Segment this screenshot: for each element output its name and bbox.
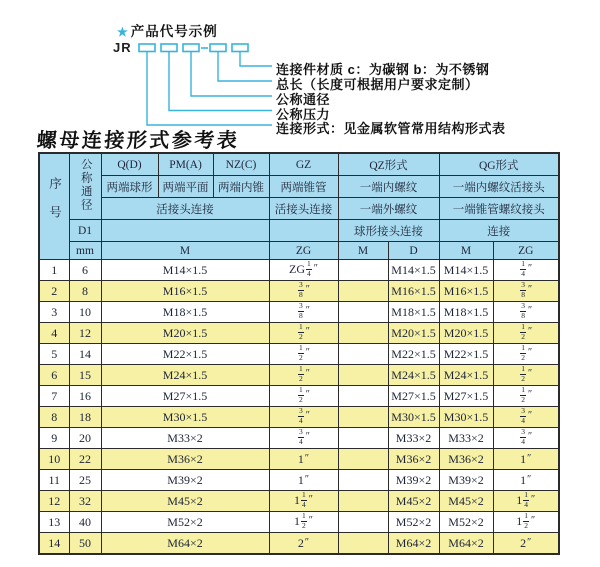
table-row bbox=[39, 491, 559, 512]
cell-m: M39×2 bbox=[101, 470, 269, 491]
cell-seq: 14 bbox=[39, 533, 69, 555]
header-col-gz: GZ bbox=[269, 153, 338, 176]
cell-qz-d: M16×1.5 bbox=[388, 281, 439, 302]
table-row bbox=[39, 302, 559, 323]
inch-mark: ″ bbox=[528, 430, 533, 442]
cell-dn: 32 bbox=[69, 491, 101, 512]
inch-mark: ″ bbox=[308, 493, 313, 505]
star-icon: ★ bbox=[117, 25, 129, 39]
cell-qg-zg bbox=[493, 302, 559, 323]
cell-qz-m bbox=[338, 260, 388, 281]
inch-mark: ″ bbox=[528, 262, 533, 274]
cell-m: M52×2 bbox=[101, 512, 269, 533]
fraction: $\frac{1}{2}$ bbox=[521, 322, 526, 341]
fraction: $\frac{3}{4}$ bbox=[299, 427, 303, 446]
cell-dn: 40 bbox=[69, 512, 101, 533]
inch-mark: ″ bbox=[304, 536, 310, 548]
header-sub-qz: 一端内螺纹 bbox=[338, 176, 439, 198]
cell-zg bbox=[269, 365, 338, 386]
table-body bbox=[39, 260, 559, 555]
inch-mark: ″ bbox=[528, 367, 533, 379]
inch-mark: ″ bbox=[305, 283, 310, 295]
fraction: $\frac{1}{2}$ bbox=[524, 511, 529, 530]
cell-m: M30×1.5 bbox=[101, 407, 269, 428]
cell-qz-d: M27×1.5 bbox=[388, 386, 439, 407]
inch-mark: ″ bbox=[531, 514, 536, 526]
page-title: 螺母连接形式参考表 bbox=[36, 130, 241, 152]
cell-qz-d: M18×1.5 bbox=[388, 302, 439, 323]
cell-qz-d: M64×2 bbox=[388, 533, 439, 555]
table-row bbox=[39, 365, 559, 386]
header-row3-qz: 一端外螺纹 bbox=[338, 198, 439, 220]
fraction: $\frac{3}{4}$ bbox=[521, 406, 526, 425]
cell-qz-d: M52×2 bbox=[388, 512, 439, 533]
cell-seq: 2 bbox=[39, 281, 69, 302]
fraction: $\frac{1}{2}$ bbox=[299, 364, 303, 383]
header-unit-zg: ZG bbox=[269, 242, 338, 260]
table-row bbox=[39, 260, 559, 281]
cell-seq: 6 bbox=[39, 365, 69, 386]
cell-qg-m: M24×1.5 bbox=[439, 365, 493, 386]
header-col-q: Q(D) bbox=[101, 153, 158, 176]
cell-qz-m bbox=[338, 302, 388, 323]
fraction: $\frac{3}{4}$ bbox=[521, 427, 526, 446]
fraction: $\frac{3}{8}$ bbox=[299, 301, 303, 320]
header-d1: D1 bbox=[69, 220, 101, 242]
cell-dn: 8 bbox=[69, 281, 101, 302]
cell-qz-d: M39×2 bbox=[388, 470, 439, 491]
inch-mark: ″ bbox=[305, 430, 310, 442]
cell-seq: 13 bbox=[39, 512, 69, 533]
code-box-5 bbox=[232, 44, 248, 52]
inch-mark: ″ bbox=[305, 304, 310, 316]
cell-qg-m: M33×2 bbox=[439, 428, 493, 449]
cell-seq: 1 bbox=[39, 260, 69, 281]
header-mm: mm bbox=[69, 242, 101, 260]
header-row4-empty-gz bbox=[269, 220, 338, 242]
cell-m: M64×2 bbox=[101, 533, 269, 555]
cell-qg-m: M20×1.5 bbox=[439, 323, 493, 344]
cell-dn: 25 bbox=[69, 470, 101, 491]
cell-dn: 22 bbox=[69, 449, 101, 470]
cell-qz-d: M30×1.5 bbox=[388, 407, 439, 428]
cell-qz-d: M45×2 bbox=[388, 491, 439, 512]
fraction: $\frac{1}{2}$ bbox=[299, 385, 303, 404]
table-row bbox=[39, 407, 559, 428]
header-sub-gz: 两端锥管 bbox=[269, 176, 338, 198]
code-box-1 bbox=[139, 44, 155, 52]
cell-qg-zg bbox=[493, 323, 559, 344]
cell-zg bbox=[269, 386, 338, 407]
cell-qz-d: M22×1.5 bbox=[388, 344, 439, 365]
cell-zg bbox=[269, 302, 338, 323]
cell-m: M45×2 bbox=[101, 491, 269, 512]
table-row bbox=[39, 323, 559, 344]
fraction: $\frac{1}{2}$ bbox=[521, 343, 526, 362]
cell-seq: 5 bbox=[39, 344, 69, 365]
cell-seq: 11 bbox=[39, 470, 69, 491]
inch-mark: ″ bbox=[528, 346, 533, 358]
header-sub-pm: 两端平面 bbox=[158, 176, 213, 198]
cell-qg-m: M39×2 bbox=[439, 470, 493, 491]
cell-zg: ZG $\frac{1}{4}$ ″ bbox=[269, 260, 338, 281]
table-row bbox=[39, 428, 559, 449]
diagram-heading-text: 产品代号示例 bbox=[130, 24, 218, 39]
code-box-2 bbox=[161, 44, 177, 52]
cell-qz-m bbox=[338, 407, 388, 428]
cell-qg-zg bbox=[493, 260, 559, 281]
cell-seq: 7 bbox=[39, 386, 69, 407]
fraction: $\frac{1}{4}$ bbox=[307, 259, 311, 278]
cell-qg-m: M36×2 bbox=[439, 449, 493, 470]
cell-dn: 15 bbox=[69, 365, 101, 386]
cell-zg: 1″ bbox=[269, 449, 338, 470]
code-label-diameter: 公称通径 bbox=[276, 92, 331, 107]
cell-qg-m: M30×1.5 bbox=[439, 407, 493, 428]
header-unit-qg-zg: ZG bbox=[493, 242, 559, 260]
header-sub-nz: 两端内锥 bbox=[213, 176, 269, 198]
inch-mark: ″ bbox=[531, 493, 536, 505]
cell-qz-d: M14×1.5 bbox=[388, 260, 439, 281]
cell-m: M33×2 bbox=[101, 428, 269, 449]
fraction: $\frac{1}{2}$ bbox=[302, 511, 306, 530]
cell-qg-m: M52×2 bbox=[439, 512, 493, 533]
fraction: $\frac{1}{2}$ bbox=[521, 385, 526, 404]
inch-mark: ″ bbox=[528, 409, 533, 421]
cell-dn: 10 bbox=[69, 302, 101, 323]
connector-line-5 bbox=[240, 52, 272, 67]
cell-zg bbox=[269, 428, 338, 449]
table-row bbox=[39, 512, 559, 533]
cell-qg-m: M22×1.5 bbox=[439, 344, 493, 365]
header-col-nz: NZ(C) bbox=[213, 153, 269, 176]
cell-m: M16×1.5 bbox=[101, 281, 269, 302]
inch-mark: ″ bbox=[527, 473, 532, 485]
cell-qz-m bbox=[338, 281, 388, 302]
cell-qg-zg bbox=[493, 365, 559, 386]
fraction: $\frac{3}{8}$ bbox=[521, 280, 526, 299]
cell-qg-m: M14×1.5 bbox=[439, 260, 493, 281]
cell-dn: 6 bbox=[69, 260, 101, 281]
fraction: $\frac{3}{4}$ bbox=[299, 406, 303, 425]
cell-zg bbox=[269, 281, 338, 302]
cell-qz-m bbox=[338, 533, 388, 555]
header-row3-gz: 活接头连接 bbox=[269, 198, 338, 220]
inch-mark: ″ bbox=[313, 262, 318, 274]
header-row4-empty-left bbox=[101, 220, 269, 242]
cell-zg: 1 $\frac{1}{2}$ ″ bbox=[269, 512, 338, 533]
cell-qg-zg: 1 $\frac{1}{4}$ ″ bbox=[493, 491, 559, 512]
cell-m: M24×1.5 bbox=[101, 365, 269, 386]
cell-seq: 9 bbox=[39, 428, 69, 449]
cell-dn: 14 bbox=[69, 344, 101, 365]
cell-dn: 16 bbox=[69, 386, 101, 407]
table-row bbox=[39, 449, 559, 470]
table-row bbox=[39, 344, 559, 365]
code-box-3 bbox=[183, 44, 199, 52]
header-row4-qz: 球形接头连接 bbox=[338, 220, 439, 242]
cell-qg-zg bbox=[493, 386, 559, 407]
connector-line-1 bbox=[147, 52, 272, 126]
inch-mark: ″ bbox=[304, 452, 310, 464]
cell-qg-m: M45×2 bbox=[439, 491, 493, 512]
fraction: $\frac{3}{8}$ bbox=[299, 280, 303, 299]
cell-qz-m bbox=[338, 428, 388, 449]
cell-dn: 18 bbox=[69, 407, 101, 428]
cell-zg bbox=[269, 323, 338, 344]
cell-m: M14×1.5 bbox=[101, 260, 269, 281]
fraction: $\frac{3}{8}$ bbox=[521, 301, 526, 320]
inch-mark: ″ bbox=[305, 325, 310, 337]
cell-qg-zg: 1″ bbox=[493, 449, 559, 470]
inch-mark: ″ bbox=[528, 325, 533, 337]
cell-seq: 10 bbox=[39, 449, 69, 470]
cell-zg: 2″ bbox=[269, 533, 338, 555]
cell-m: M20×1.5 bbox=[101, 323, 269, 344]
cell-seq: 8 bbox=[39, 407, 69, 428]
cell-m: M18×1.5 bbox=[101, 302, 269, 323]
code-label-material: 连接件材质 c：为碳钢 b：为不锈钢 bbox=[276, 62, 490, 77]
inch-mark: ″ bbox=[527, 536, 532, 548]
fraction: $\frac{1}{2}$ bbox=[299, 322, 303, 341]
cell-qg-m: M27×1.5 bbox=[439, 386, 493, 407]
cell-qz-m bbox=[338, 386, 388, 407]
table-row bbox=[39, 386, 559, 407]
fraction: $\frac{1}{4}$ bbox=[302, 490, 306, 509]
code-label-form: 连接形式：见金属软管常用结构形式表 bbox=[276, 121, 506, 136]
cell-qz-d: M24×1.5 bbox=[388, 365, 439, 386]
cell-qg-zg bbox=[493, 344, 559, 365]
table-row bbox=[39, 470, 559, 491]
inch-mark: ″ bbox=[304, 473, 310, 485]
cell-zg: 1″ bbox=[269, 470, 338, 491]
cell-zg bbox=[269, 344, 338, 365]
cell-qg-m: M64×2 bbox=[439, 533, 493, 555]
header-unit-qz-m: M bbox=[338, 242, 388, 260]
header-row3-qpmnz: 活接头连接 bbox=[101, 198, 269, 220]
cell-dn: 50 bbox=[69, 533, 101, 555]
header-unit-qg-m: M bbox=[439, 242, 493, 260]
cell-qg-zg: 2″ bbox=[493, 533, 559, 555]
cell-zg: 1 $\frac{1}{4}$ ″ bbox=[269, 491, 338, 512]
cell-qz-m bbox=[338, 470, 388, 491]
product-code-prefix: JR bbox=[113, 40, 132, 55]
header-sub-q: 两端球形 bbox=[101, 176, 158, 198]
cell-seq: 4 bbox=[39, 323, 69, 344]
header-col-qz: QZ形式 bbox=[338, 153, 439, 176]
cell-qg-m: M18×1.5 bbox=[439, 302, 493, 323]
cell-dn: 20 bbox=[69, 428, 101, 449]
inch-mark: ″ bbox=[528, 283, 533, 295]
fraction: $\frac{1}{4}$ bbox=[524, 490, 529, 509]
inch-mark: ″ bbox=[527, 452, 532, 464]
cell-qg-zg bbox=[493, 428, 559, 449]
code-label-length: 总长（长度可根据用户要求定制） bbox=[276, 77, 479, 92]
cell-dn: 12 bbox=[69, 323, 101, 344]
cell-qz-m bbox=[338, 323, 388, 344]
cell-qz-m bbox=[338, 344, 388, 365]
inch-mark: ″ bbox=[305, 346, 310, 358]
cell-qg-m: M16×1.5 bbox=[439, 281, 493, 302]
cell-m: M36×2 bbox=[101, 449, 269, 470]
cell-seq: 12 bbox=[39, 491, 69, 512]
cell-qz-m bbox=[338, 365, 388, 386]
cell-m: M22×1.5 bbox=[101, 344, 269, 365]
code-box-4 bbox=[210, 44, 226, 52]
cell-qz-d: M33×2 bbox=[388, 428, 439, 449]
inch-mark: ″ bbox=[305, 409, 310, 421]
header-row4-qg: 连接 bbox=[439, 220, 559, 242]
table-row bbox=[39, 281, 559, 302]
nut-connection-table bbox=[38, 152, 560, 555]
cell-qg-zg: 1 $\frac{1}{2}$ ″ bbox=[493, 512, 559, 533]
header-sub-qg: 一端内螺纹活接头 bbox=[439, 176, 559, 198]
connector-line-3 bbox=[191, 52, 272, 97]
cell-qz-d: M36×2 bbox=[388, 449, 439, 470]
cell-qg-zg bbox=[493, 407, 559, 428]
cell-m: M27×1.5 bbox=[101, 386, 269, 407]
cell-qg-zg bbox=[493, 281, 559, 302]
cell-qz-m bbox=[338, 491, 388, 512]
inch-mark: ″ bbox=[305, 367, 310, 379]
inch-mark: ″ bbox=[308, 514, 313, 526]
header-dn: 公称通径 bbox=[69, 153, 101, 220]
inch-mark: ″ bbox=[305, 388, 310, 400]
cell-qz-m bbox=[338, 512, 388, 533]
header-row3-qg: 一端锥管螺纹接头 bbox=[439, 198, 559, 220]
table-row bbox=[39, 533, 559, 555]
cell-qz-m bbox=[338, 449, 388, 470]
inch-mark: ″ bbox=[528, 388, 533, 400]
header-unit-m: M bbox=[101, 242, 269, 260]
header-unit-qz-d: D bbox=[388, 242, 439, 260]
header-col-pm: PM(A) bbox=[158, 153, 213, 176]
inch-mark: ″ bbox=[528, 304, 533, 316]
cell-zg bbox=[269, 407, 338, 428]
fraction: $\frac{1}{4}$ bbox=[521, 259, 526, 278]
header-seq: 序号 bbox=[39, 153, 69, 260]
cell-seq: 3 bbox=[39, 302, 69, 323]
fraction: $\frac{1}{2}$ bbox=[299, 343, 303, 362]
header-col-qg: QG形式 bbox=[439, 153, 559, 176]
fraction: $\frac{1}{2}$ bbox=[521, 364, 526, 383]
cell-qz-d: M20×1.5 bbox=[388, 323, 439, 344]
cell-qg-zg: 1″ bbox=[493, 470, 559, 491]
code-label-pressure: 公称压力 bbox=[276, 106, 331, 122]
table-header bbox=[39, 153, 559, 260]
